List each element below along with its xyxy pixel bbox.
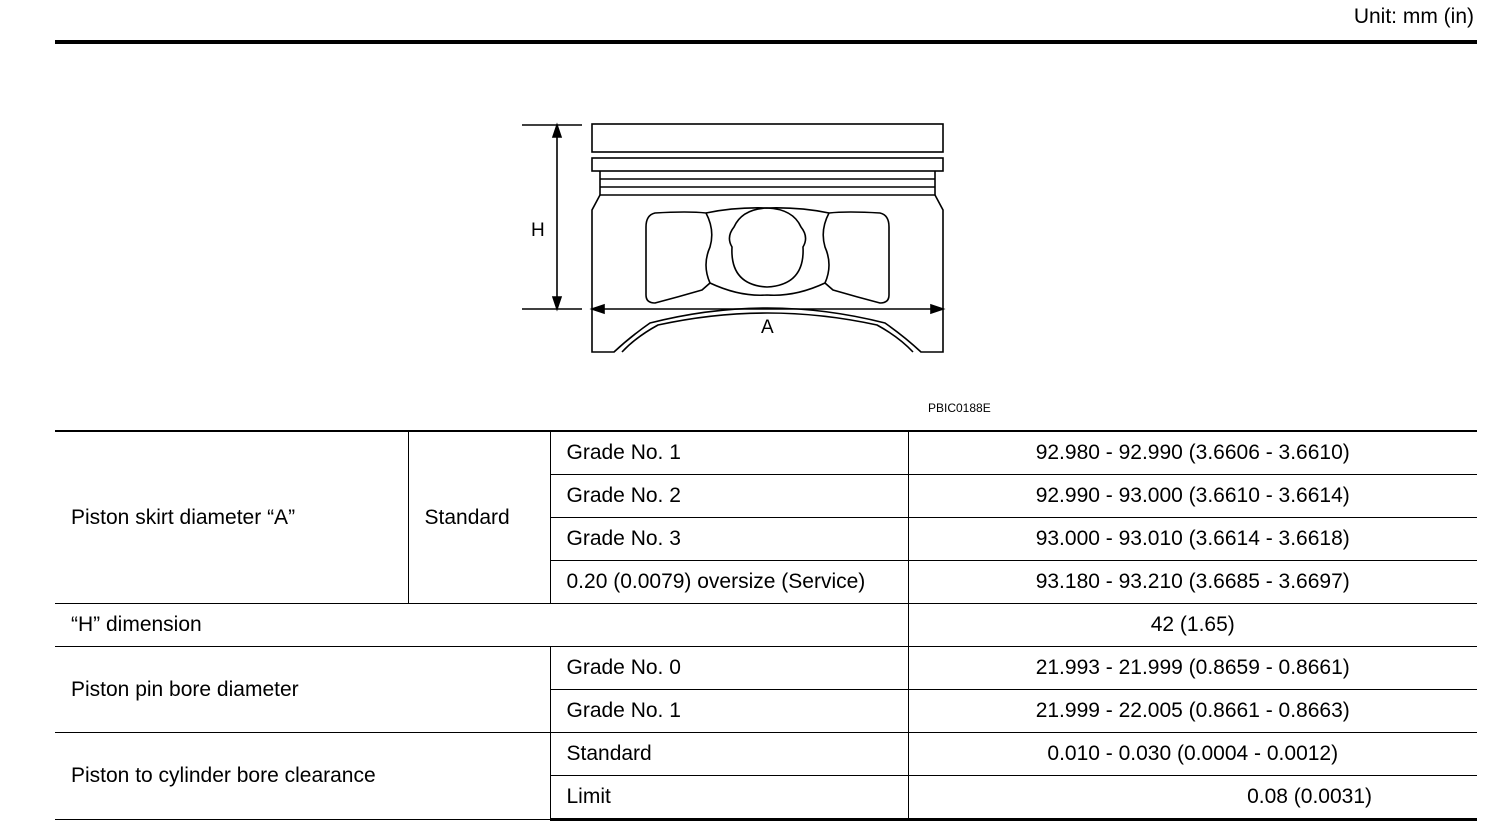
- clearance-limit-label: Limit: [550, 776, 908, 820]
- skirt-value-2: 92.990 - 93.000 (3.6610 - 3.6614): [908, 475, 1477, 518]
- skirt-value-oversize: 93.180 - 93.210 (3.6685 - 3.6697): [908, 561, 1477, 604]
- skirt-grade-2: Grade No. 2: [550, 475, 908, 518]
- skirt-grade-3: Grade No. 3: [550, 518, 908, 561]
- ring-land: [592, 158, 943, 171]
- skirt-value-1: 92.980 - 92.990 (3.6606 - 3.6610): [908, 431, 1477, 475]
- table-row: [55, 647, 1477, 690]
- skirt-diameter-label: Piston skirt diameter “A”: [55, 431, 408, 604]
- clearance-standard-value: 0.010 - 0.030 (0.0004 - 0.0012): [908, 733, 1477, 776]
- pin-boss: [729, 208, 805, 287]
- table-row: [55, 431, 1477, 475]
- a-label: A: [761, 317, 774, 338]
- piston-figure: [510, 115, 960, 365]
- table-row: [55, 733, 1477, 776]
- pin-bore-grade-1: Grade No. 1: [550, 690, 908, 733]
- pin-bore-value-0: 21.993 - 21.999 (0.8659 - 0.8661): [908, 647, 1477, 690]
- h-arrow-bottom: [553, 297, 561, 309]
- table-row: [55, 604, 1477, 647]
- skirt-window-left: [646, 212, 712, 303]
- h-dimension-label: “H” dimension: [55, 604, 908, 647]
- clearance-standard-label: Standard: [550, 733, 908, 776]
- skirt-grade-1: Grade No. 1: [550, 431, 908, 475]
- skirt-window-right: [823, 212, 889, 303]
- skirt-grade-oversize: 0.20 (0.0079) oversize (Service): [550, 561, 908, 604]
- skirt-value-3: 93.000 - 93.010 (3.6614 - 3.6618): [908, 518, 1477, 561]
- a-arrow-right: [931, 305, 943, 313]
- top-rule: [55, 40, 1477, 44]
- h-label: H: [531, 220, 545, 241]
- pin-bore-label: Piston pin bore diameter: [55, 647, 550, 733]
- h-dimension-value: 42 (1.65): [908, 604, 1477, 647]
- piston-drawing: [510, 115, 960, 365]
- pin-bore-grade-0: Grade No. 0: [550, 647, 908, 690]
- clearance-label: Piston to cylinder bore clearance: [55, 733, 550, 820]
- unit-label: Unit: mm (in): [1353, 5, 1474, 28]
- figure-code: PBIC0188E: [928, 401, 991, 415]
- a-arrow-left: [592, 305, 604, 313]
- piston-crown: [592, 124, 943, 152]
- pin-bore-value-1: 21.999 - 22.005 (0.8661 - 0.8663): [908, 690, 1477, 733]
- piston-spec-table: [55, 430, 1477, 821]
- h-arrow-top: [553, 125, 561, 137]
- skirt-standard-label: Standard: [408, 431, 550, 604]
- clearance-limit-value: 0.08 (0.0031): [908, 776, 1477, 820]
